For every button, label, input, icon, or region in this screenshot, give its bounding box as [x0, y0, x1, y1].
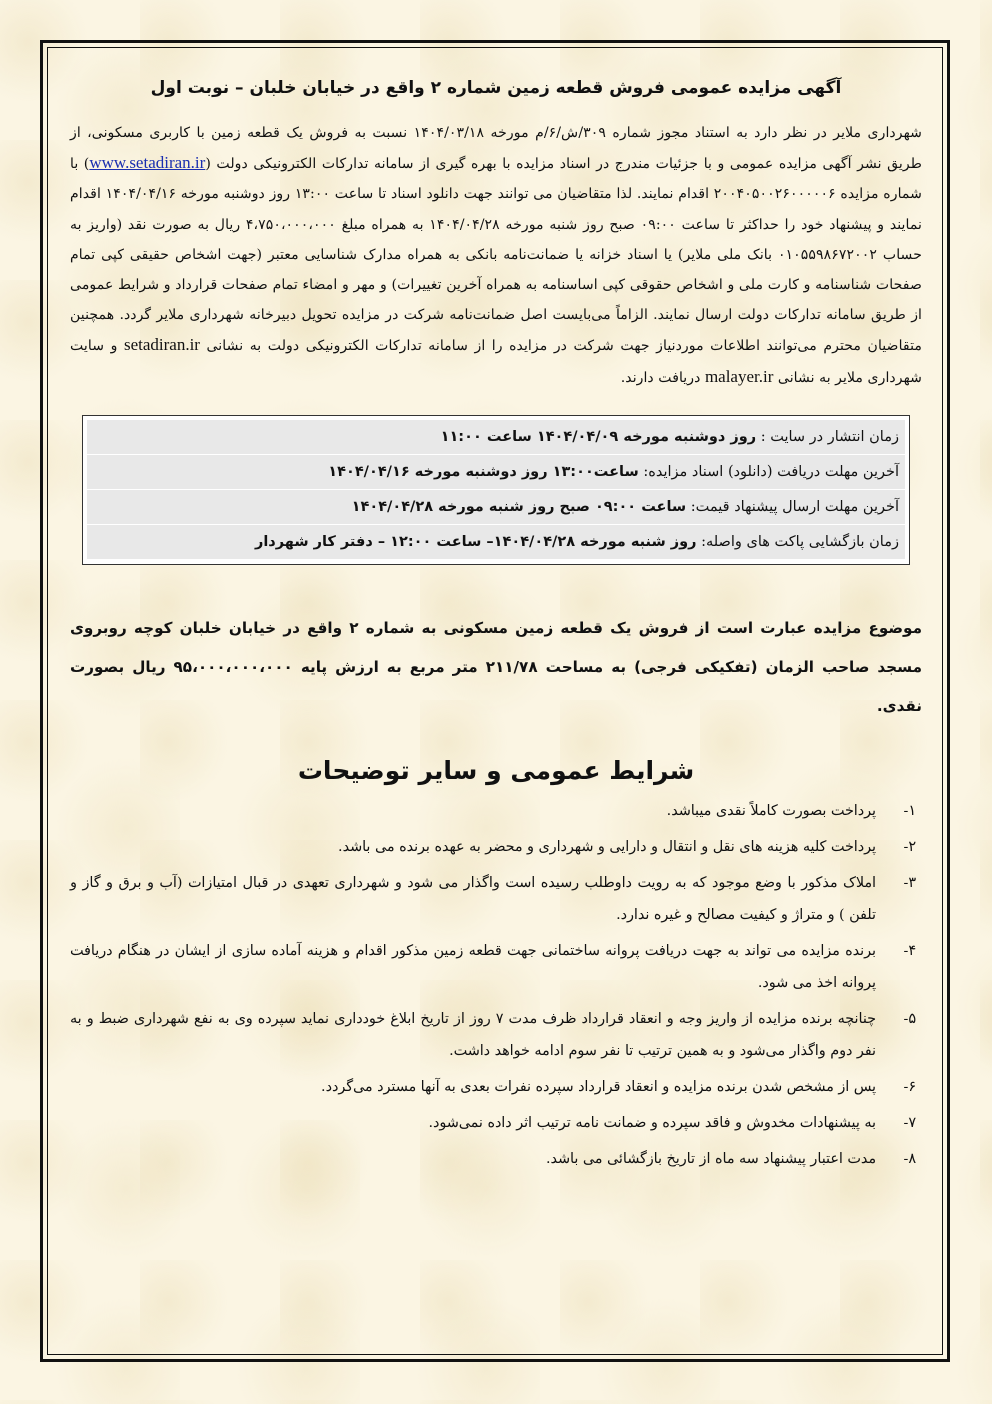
intro-text-4: دریافت دارند. [620, 369, 705, 386]
item-number: ۷- [903, 1114, 916, 1131]
item-text: برنده مزایده می تواند به جهت دریافت پروانه ساختمانی جهت قطعه زمین مذکور اقدام و هزینه آماده سازی از ایشان در هنگام دریافت پروانه اخذ می شود. [70, 942, 876, 991]
intro-text-2: ) با شماره مزایده ۲۰۰۴۰۵۰۰۲۶۰۰۰۰۰۶ اقدام نمایند. لذا متقاضیان می توانند جهت دانلود اسناد تا ساعت ۱۳:۰۰ روز دوشنبه مورخه ۱۴۰۴/۰۴/۱۶ اقدام نمایند و پیشنهاد خود را حداکثر تا ساعت ۰۹:۰۰ صبح روز شنبه مورخه ۱۴۰۴/۰۴/۲۸ به همراه مبلغ ۴،۷۵۰،۰۰۰،۰۰۰ ریال به صورت نقد (واریز به حساب ۰۱۰۵۵۹۸۶۷۲۰۰۲ بانک ملی ملایر) یا اسناد خزانه یا ضمانت‌نامه بانکی به همراه مدارک شناسایی معتبر (جهت اشخاص حقیقی کپی تمام صفحات شناسنامه و کارت ملی و اشخاص حقوقی کپی اساسنامه به همراه آخرین تغییرات) و مهر و امضاء تمام صفحات قرارداد و شرایط عمومی از طریق سامانه تدارکات دولت ارسال نمایند. الزاماً می‌بایست اصل ضمانت‌نامه شرکت در مزایده تحویل دبیرخانه شهرداری ملایر گردد. همچنین متقاضیان محترم می‌توانند اطلاعات موردنیاز جهت شرکت در مزایده را از سامانه تدارکات الکترونیکی دولت به نشانی [70, 156, 922, 355]
list-item [70, 795, 922, 827]
intro-text-1: شهرداری ملایر در نظر دارد به استناد مجوز شماره ۳۰۹/ش/۶/م مورخه ۱۴۰۴/۰۳/۱۸ نسبت به فروش یک قطعه زمین با کاربری مسکونی، از طریق نشر آگهی مزایده عمومی و با جزئیات مندرج در اسناد مزایده با بهره گیری از سامانه تدارکات الکترونیکی دولت ( [70, 125, 922, 173]
item-number: ۴- [903, 942, 916, 959]
document-page [70, 78, 922, 1179]
schedule-row-download [87, 455, 905, 490]
setadiran-link[interactable]: www.setadiran.ir [89, 153, 206, 173]
list-item [70, 1107, 922, 1139]
list-item [70, 831, 922, 863]
item-text: املاک مذکور با وضع موجود که به رویت داوطلب رسیده است واگذار می شود و شهرداری تعهدی در قبال امتیازات (آب و برق و گاز و تلفن ) و متراژ و کیفیت مصالح و غیره ندارد. [70, 874, 876, 923]
list-item [70, 935, 922, 999]
schedule-row-opening [87, 525, 905, 560]
item-text: چنانچه برنده مزایده از واریز وجه و انعقاد قرارداد ظرف مدت ۷ روز از تاریخ ابلاغ خودداری نماید سپرده وی به نفع شهرداری ضبط و به نفر دوم واگذار می‌شود و به همین ترتیب تا نفر سوم ادامه خواهد داشت. [70, 1010, 877, 1059]
schedule-row-publish [87, 420, 905, 455]
list-item [70, 1143, 922, 1175]
setadiran-address: setadiran.ir [123, 335, 200, 355]
schedule-label: زمان انتشار در سایت : [760, 428, 899, 445]
malayer-address: malayer.ir [704, 366, 774, 386]
list-item [70, 1071, 922, 1103]
schedule-label: آخرین مهلت ارسال پیشنهاد قیمت: [690, 498, 899, 515]
schedule-row-submit [87, 490, 905, 525]
schedule-value: ساعت ۰۹:۰۰ صبح روز شنبه مورخه ۱۴۰۴/۰۴/۲۸ [351, 498, 687, 515]
item-number: ۱- [903, 802, 916, 819]
schedule-value: روز دوشنبه مورخه ۱۴۰۴/۰۴/۰۹ ساعت ۱۱:۰۰ [440, 428, 757, 445]
item-number: ۳- [903, 874, 916, 891]
conditions-heading: شرایط عمومی و سایر توضیحات [297, 755, 695, 785]
schedule-label: آخرین مهلت دریافت (دانلود) اسناد مزایده: [643, 463, 899, 480]
item-text: به پیشنهادات مخدوش و فاقد سپرده و ضمانت نامه ترتیب اثر داده نمی‌شود. [428, 1114, 876, 1131]
conditions-list [70, 795, 922, 1175]
list-item [70, 867, 922, 931]
item-text: پرداخت کلیه هزینه های نقل و انتقال و دارایی و شهرداری و محضر به عهده برنده می باشد. [338, 838, 876, 855]
item-text: مدت اعتبار پیشنهاد سه ماه از تاریخ بازگشائی می باشد. [545, 1150, 876, 1167]
schedule-label: زمان بازگشایی پاکت های واصله: [701, 533, 899, 550]
schedule-box [82, 415, 910, 565]
notice-title: آگهی مزایده عمومی فروش قطعه زمین شماره ۲ واقع در خیابان خلبان – نوبت اول [150, 78, 842, 98]
intro-text-3: و سایت شهرداری ملایر به نشانی [70, 338, 922, 386]
item-number: ۵- [903, 1010, 916, 1027]
item-number: ۲- [903, 838, 916, 855]
item-text: پس از مشخص شدن برنده مزایده و انعقاد قرارداد سپرده نفرات بعدی به آنها مسترد می‌گردد. [321, 1078, 876, 1095]
item-number: ۸- [903, 1150, 916, 1167]
item-number: ۶- [903, 1078, 916, 1095]
intro-paragraph [70, 118, 922, 393]
auction-subject: موضوع مزایده عبارت است از فروش یک قطعه زمین مسکونی به شماره ۲ واقع در خیابان خلبان کوچه روبروی مسجد صاحب الزمان (تفکیکی فرجی) به مساحت ۲۱۱/۷۸ متر مربع به ارزش پایه ۹۵،۰۰۰،۰۰۰،۰۰۰ ریال بصورت نقدی. [70, 618, 922, 715]
schedule-value: روز شنبه مورخه ۱۴۰۴/۰۴/۲۸– ساعت ۱۲:۰۰ – دفتر کار شهردار [254, 533, 697, 550]
schedule-value: ساعت۱۳:۰۰ روز دوشنبه مورخه ۱۴۰۴/۰۴/۱۶ [328, 463, 639, 480]
list-item [70, 1003, 922, 1067]
item-text: پرداخت بصورت کاملاً نقدی میباشد. [666, 802, 876, 819]
